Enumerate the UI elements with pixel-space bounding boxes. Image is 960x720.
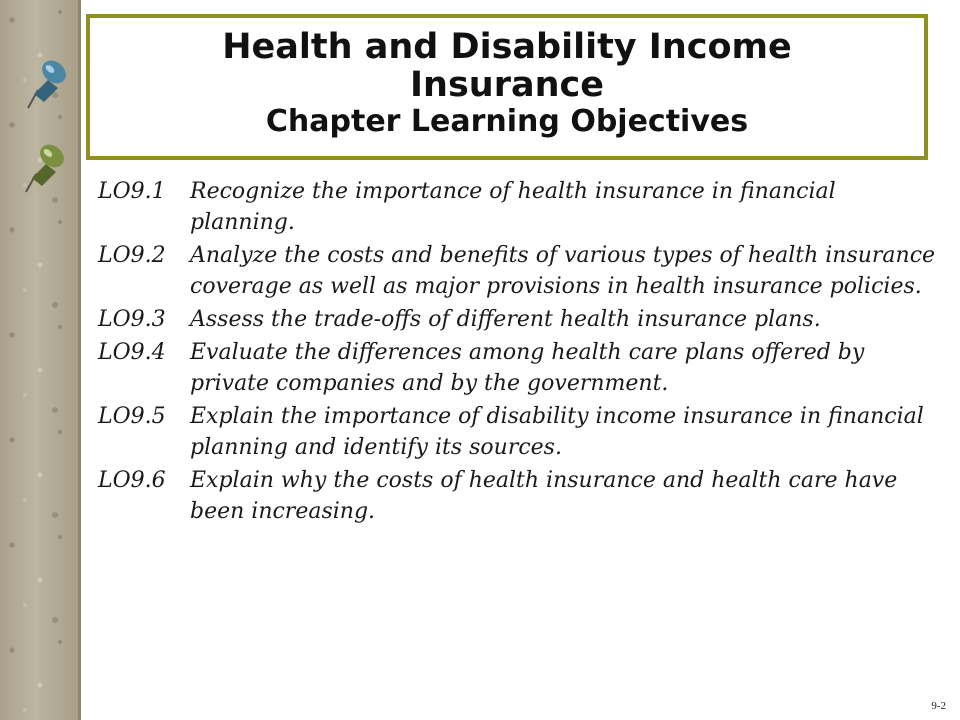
slide-title-line2: Insurance xyxy=(410,65,604,105)
objective-text: Recognize the importance of health insurance in financial planning. xyxy=(190,179,836,235)
objective-code: LO9.5 xyxy=(98,404,166,429)
objective-code: LO9.1 xyxy=(98,179,166,204)
objective-text: Explain the importance of disability income insurance in financial planning and identify its sources. xyxy=(190,404,924,460)
objective-item xyxy=(98,304,938,335)
objective-item xyxy=(98,240,938,302)
objective-code: LO9.3 xyxy=(98,307,166,332)
objectives-list xyxy=(98,176,938,529)
objective-text: Evaluate the differences among health care plans offered by private companies and by the government. xyxy=(190,340,865,396)
pushpin-icon xyxy=(14,50,70,114)
objective-code: LO9.4 xyxy=(98,340,166,365)
objective-item xyxy=(98,401,938,463)
objective-code: LO9.6 xyxy=(98,468,166,493)
title-box xyxy=(86,14,928,160)
objective-text: Explain why the costs of health insurance and health care have been increasing. xyxy=(190,468,898,524)
slide-number: 9-2 xyxy=(931,700,946,712)
objective-item xyxy=(98,176,938,238)
strip-edge-divider xyxy=(78,0,81,720)
objective-item xyxy=(98,337,938,399)
objective-text: Analyze the costs and benefits of various types of health insurance coverage as well as major provisions in health insurance policies. xyxy=(190,243,936,299)
slide-subtitle: Chapter Learning Objectives xyxy=(265,104,749,139)
slide-title-line1: Health and Disability Income xyxy=(222,27,792,67)
objective-code: LO9.2 xyxy=(98,243,166,268)
objective-item xyxy=(98,465,938,527)
objective-text: Assess the trade-offs of different health insurance plans. xyxy=(190,307,821,332)
pushpin-icon xyxy=(12,134,68,198)
slide-title xyxy=(90,28,924,104)
